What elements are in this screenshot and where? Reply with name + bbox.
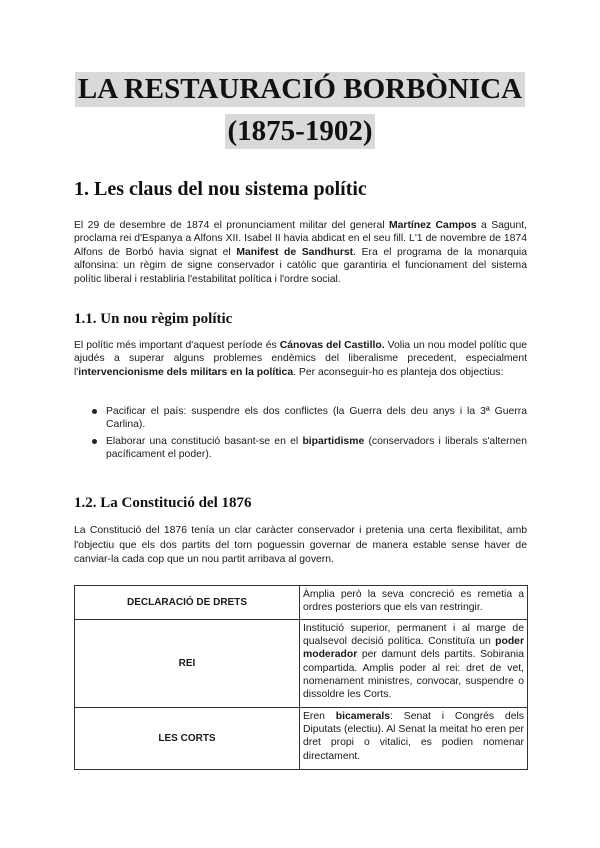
bold-canovas: Cánovas del Castillo.: [279, 340, 385, 351]
table-key-cell: DECLARACIÓ DE DRETS: [75, 586, 300, 620]
table-row: [75, 708, 528, 770]
text-run: Volia un nou model polític que ajudés a superar alguns problemes endèmics del liberalisme precedent, especialment l': [74, 340, 528, 378]
section-1-1-paragraph: [74, 339, 527, 379]
table-value-cell: [300, 620, 528, 708]
title-line-1: LA RESTAURACIÓ BORBÒNICA: [75, 72, 525, 107]
section-1-1-heading: 1.1. Un nou règim polític: [74, 311, 233, 327]
list-item: [74, 405, 527, 432]
cell-bold-bicamerals: bicamerals: [335, 711, 391, 722]
table-row: [75, 620, 528, 708]
section-1-2-paragraph: La Constitució del 1876 tenía un clar caràcter conservador i pretenia una certa flexibilitat, amb l'objectiu que els dos partits del torn poguessin governar de manera estable sense haver de canviar-la cada cop que un nou partit arribava al govern.: [74, 525, 527, 566]
text-run: El 29 de desembre de 1874 el pronunciament militar del general: [74, 220, 389, 231]
bold-manifest-sandhurst: Manifest de Sandhurst: [236, 246, 354, 258]
table-value-cell: [300, 586, 528, 620]
section-1-heading: 1. Les claus del nou sistema polític: [74, 178, 367, 200]
text-run: a Sagunt, proclama rei d'Espanya a Alfons XII. Isabel II havia abdicat en el seu fill. L'1 de novembre de 1874 Alfons de Borbó havia signat el: [74, 220, 528, 258]
title-line-2: (1875-1902): [225, 114, 376, 149]
section-1-2-heading: 1.2. La Constitució del 1876: [74, 495, 252, 511]
section-1-paragraph: [74, 219, 527, 286]
cell-text: per damunt dels partits. Sobirania compartida. Amplis poder al rei: dret de vet, nomenament ministres, convocar, suspendre o dissoldre les Corts.: [303, 649, 524, 701]
bold-intervencionisme: intervencionisme dels militars en la política: [78, 366, 294, 378]
cell-text: Eren: [303, 711, 336, 722]
cell-text: : Senat i Congrés dels Diputats (electiu). Al Senat la meitat ho eren per dret propi o vitalici, es podien nomenar directament.: [303, 711, 524, 762]
list-item: [74, 435, 527, 462]
cell-text: Àmplia però la seva concreció es remetia a ordres posteriors que els van restringir.: [303, 589, 524, 614]
cell-bold-poder-moderador: poder moderador: [303, 636, 524, 661]
text-run: El polític més important d'aquest període és: [74, 340, 280, 351]
bold-bipartidisme: bipartidisme: [302, 435, 365, 447]
text-run: . Era el programa de la monarquia alfonsina: un règim de signe conservador i catòlic que garantiria el funcionament del sistema polític liberal i restabliria l'estabilitat política i l'ordre social.: [74, 246, 527, 285]
text-run: . Per aconseguir-ho es planteja dos objectius:: [293, 366, 504, 378]
table-value-cell: [300, 708, 528, 770]
list-item-text: Elaborar una constitució basant-se en el: [106, 435, 303, 447]
document-title: [0, 72, 600, 149]
list-item-text: (conservadors i liberals s'alternen pacíficament el poder).: [106, 435, 527, 461]
list-item-text: Pacificar el país: suspendre els dos conflictes (la Guerra dels deu anys i la 3ª Guerra Carlina).: [106, 406, 527, 431]
table-key-cell: REI: [75, 620, 300, 708]
table-key-cell: LES CORTS: [75, 708, 300, 770]
cell-text: Institució superior, permanent i al marge de qualsevol decisió política. Constituïa un: [303, 623, 524, 648]
bold-martinez-campos: Martínez Campos: [388, 220, 477, 231]
constitution-table: [74, 585, 528, 770]
table-row: [75, 586, 528, 620]
objectives-list: [74, 405, 527, 465]
